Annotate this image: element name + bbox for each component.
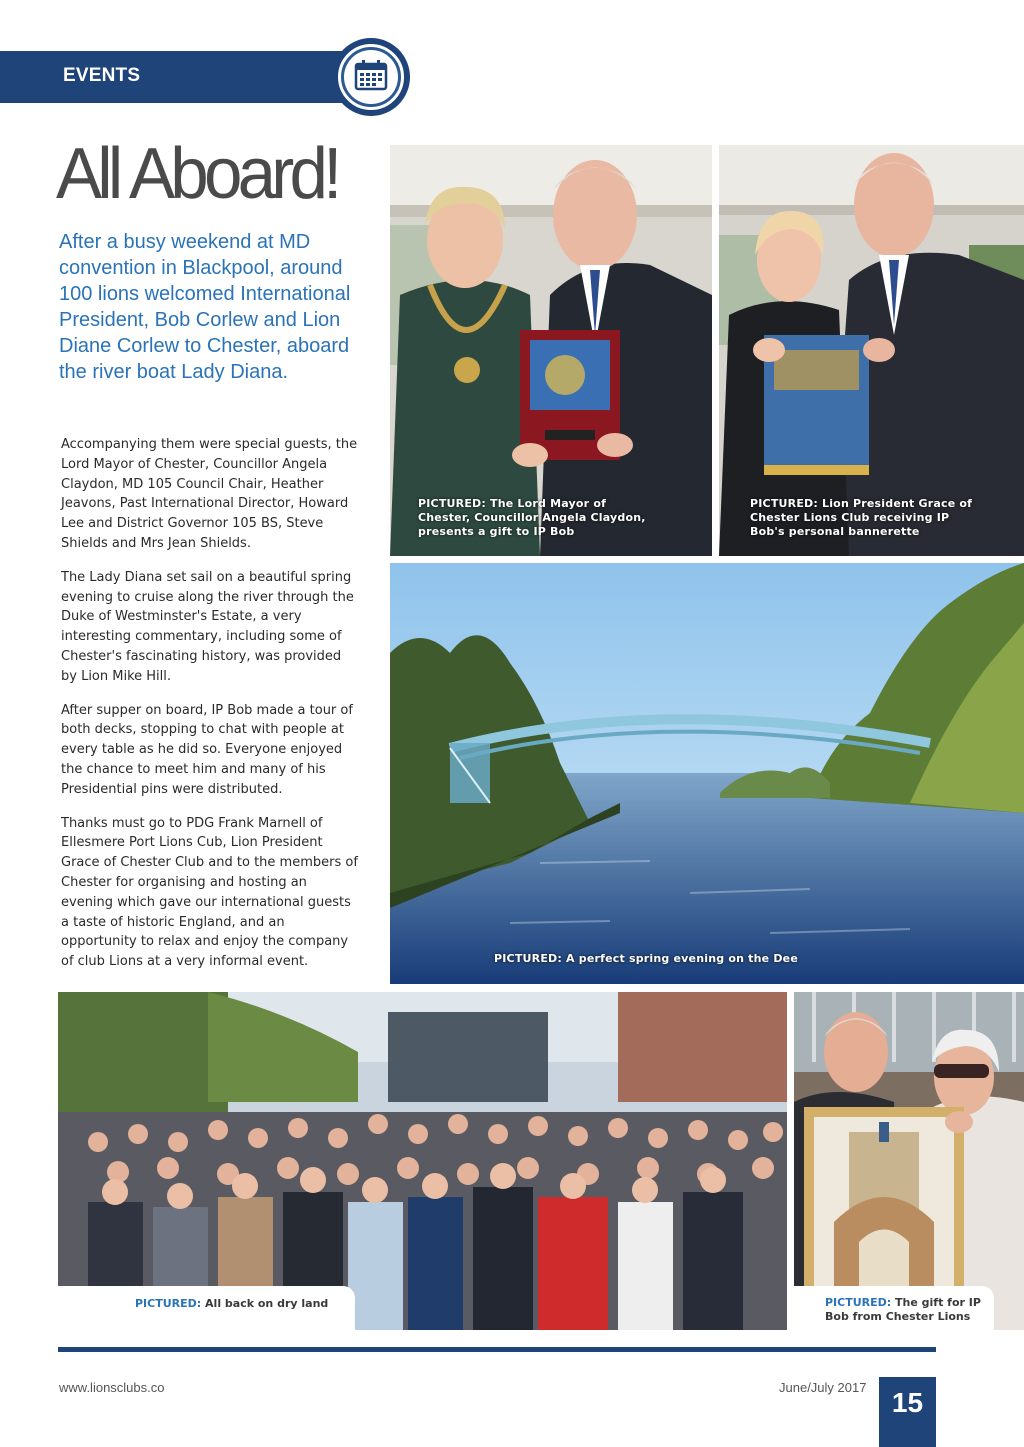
caption-lord-mayor: PICTURED: The Lord Mayor of Chester, Councillor Angela Claydon, presents a gift to IP Bob: [418, 497, 646, 538]
page-number: 15: [879, 1377, 936, 1447]
footer-url-link[interactable]: www.lionsclubs.co: [59, 1380, 165, 1395]
caption-lion-president: PICTURED: Lion President Grace of Chester Lions Club receiving IP Bob's personal bannerette: [750, 497, 973, 538]
caption-keyword: PICTURED:: [825, 1296, 892, 1309]
article-intro: After a busy weekend at MD convention in Blackpool, around 100 lions welcomed International President, Bob Corlew and Lion Diane Corlew to Chester, aboard the river boat Lady Diana.: [59, 231, 351, 383]
caption-keyword: PICTURED:: [135, 1297, 202, 1310]
footer-date: June/July 2017: [779, 1380, 867, 1395]
article-title: All Aboard!: [56, 134, 338, 214]
article-body: [61, 435, 361, 986]
section-band: [0, 51, 350, 103]
section-label: EVENTS: [63, 65, 141, 86]
article-paragraph: After supper on board, IP Bob made a tour of both decks, stopping to chat with people at every table as he did so. Everyone enjoyed the chance to meet him and many of his Presidential pins were distributed.: [61, 702, 353, 797]
article-paragraph: The Lady Diana set sail on a beautiful spring evening to cruise along the river through the Duke of Westminster's Estate, a very interesting commentary, including some of Chester's fascinating history, was provided by Lion Mike Hill.: [61, 569, 354, 684]
caption-river: PICTURED: A perfect spring evening on the Dee: [494, 952, 798, 965]
photo-lion-president: [719, 145, 1024, 556]
article-paragraph: Thanks must go to PDG Frank Marnell of Ellesmere Port Lions Cub, Lion President Grace of Chester Club and to the members of Chester for organising and hosting an evening which gave our international guests a taste of historic England, and an opportunity to relax and enjoy the company of club Lions at a very informal event.: [61, 815, 358, 970]
photo-river: [390, 563, 1024, 984]
calendar-badge: [332, 38, 410, 116]
photo-gift: [794, 992, 1024, 1330]
caption-text: The gift for IP Bob from Chester Lions: [825, 1296, 981, 1323]
photo-group: [58, 992, 787, 1330]
caption-text: All back on dry land: [205, 1297, 329, 1310]
caption-gift: [794, 1286, 994, 1330]
article-paragraph: Accompanying them were special guests, the Lord Mayor of Chester, Councillor Angela Claydon, MD 105 Council Chair, Heather Jeavons, Past International Director, Howard Lee and District Governor 105 BS, Steve Shields and Mrs Jean Shields.: [61, 437, 358, 551]
footer-rule: [58, 1347, 936, 1352]
caption-group: [58, 1286, 355, 1330]
calendar-icon: [354, 59, 388, 95]
photo-lord-mayor: [390, 145, 712, 556]
